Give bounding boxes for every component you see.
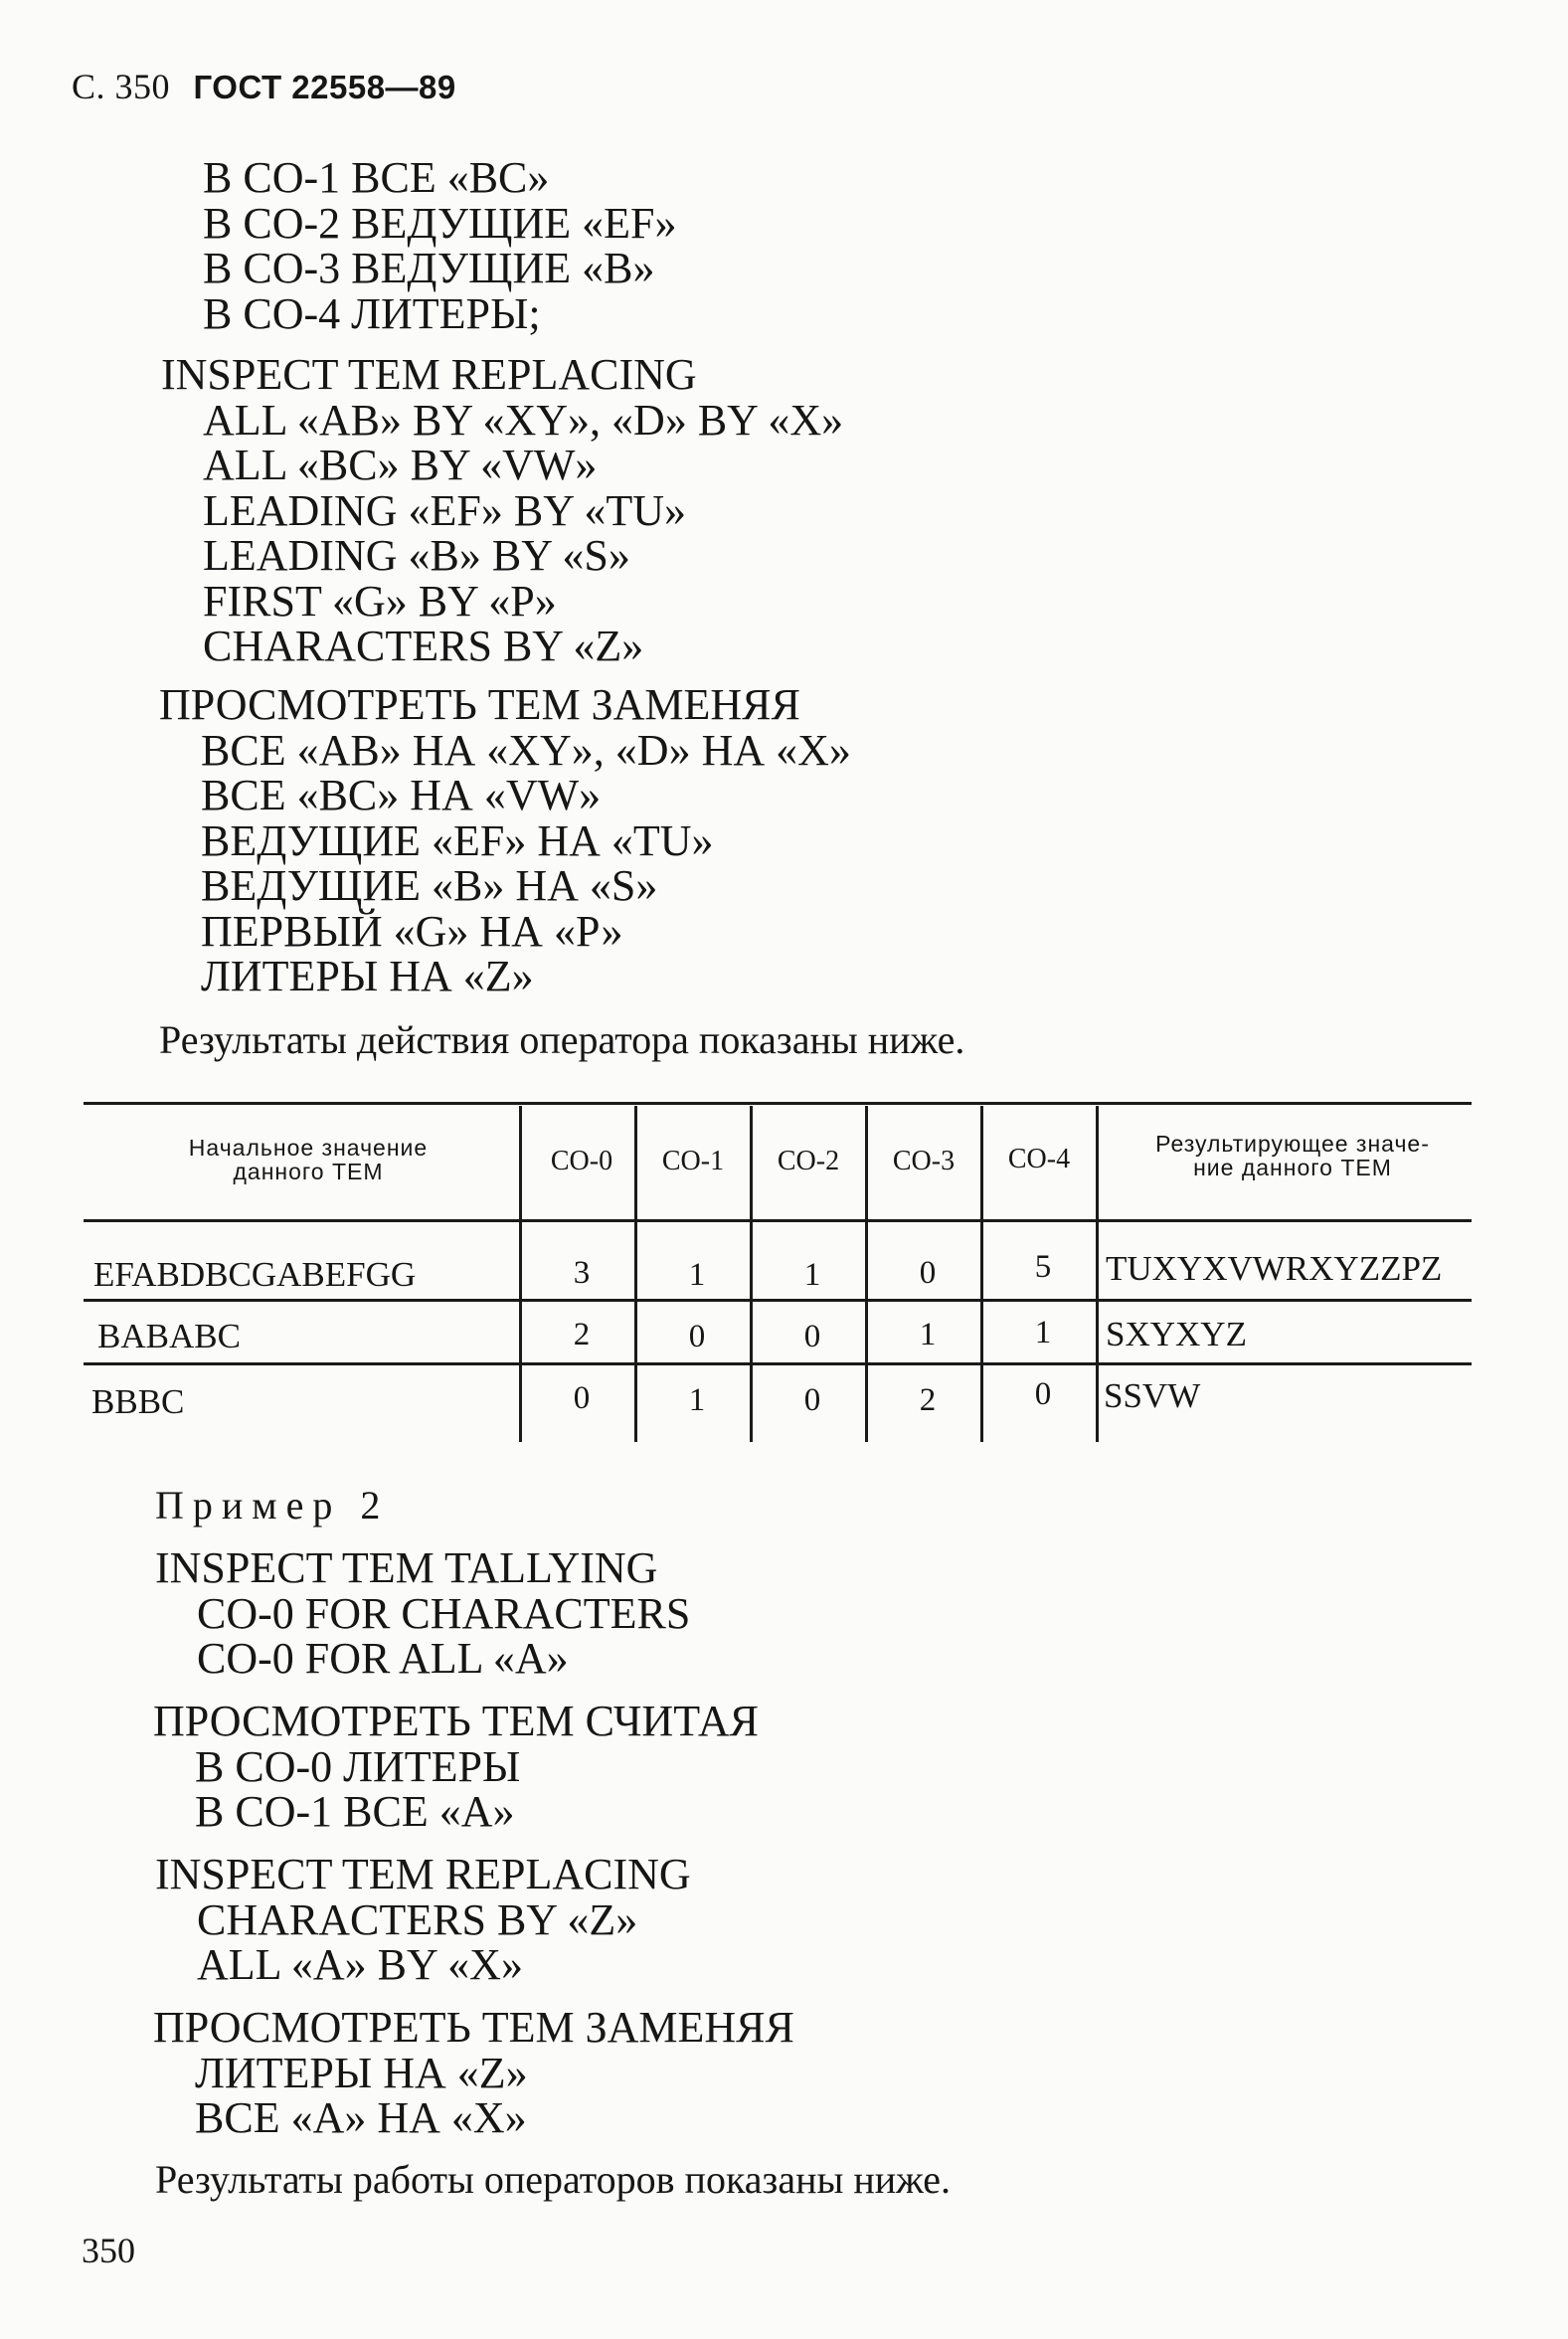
code-block-1 [203, 155, 676, 336]
row3-co-4: 0 [1034, 1376, 1052, 1412]
table-col-rule [980, 1106, 983, 1442]
table-col-rule [519, 1106, 522, 1442]
row2-co-4: 1 [1034, 1315, 1052, 1350]
table-col-rule [865, 1106, 868, 1442]
code-line: ВСЕ «АВ» НА «XY», «D» НА «X» [201, 725, 851, 775]
example-2-heading: Пример 2 [155, 1483, 390, 1528]
table-col-rule [750, 1106, 753, 1442]
code-head: ПРОСМОТРЕТЬ ТЕМ ЗАМЕНЯЯ [153, 2003, 794, 2052]
code-line: CO-0 FOR ALL «A» [197, 1634, 569, 1683]
code-line: В СО-4 ЛИТЕРЫ; [203, 288, 541, 338]
row3-initial: BBBC [91, 1382, 185, 1421]
header-result-line1: Результирующее значе- [1155, 1131, 1430, 1157]
header-page: 350 [114, 67, 171, 106]
code-line: CHARACTERS BY «Z» [203, 622, 644, 670]
header-prefix: С. [72, 67, 106, 106]
results-text-1: Результаты действия оператора показаны ниже. [159, 1017, 965, 1062]
header-result-line2: ние данного ТЕМ [1193, 1155, 1392, 1180]
row1-initial: EFABDBCGABEFGG [93, 1255, 417, 1294]
header-co-1: СО-1 [661, 1146, 725, 1176]
code-line: В СО-1 ВСЕ «ВС» [203, 153, 550, 202]
row2-result: SXYXYZ [1106, 1315, 1247, 1353]
code-line: ALL «A» BY «X» [197, 1940, 523, 1989]
header-standard: ГОСТ 22558—89 [193, 69, 456, 105]
code-line: В СО-1 ВСЕ «А» [195, 1787, 515, 1836]
table-row-rule [84, 1362, 1472, 1365]
code-line: CO-0 FOR CHARACTERS [197, 1588, 691, 1638]
code-line: ВСЕ «ВС» НА «VW» [201, 771, 602, 819]
code-line: LEADING «B» BY «S» [203, 531, 630, 580]
code-line: ВЕДУЩИЕ «В» НА «S» [201, 861, 658, 910]
results-text-2: Результаты работы операторов показаны ниже. [155, 2157, 952, 2202]
row1-co-1: 1 [688, 1257, 706, 1293]
row3-co-1: 1 [688, 1382, 706, 1418]
table-row-rule [84, 1299, 1472, 1302]
code-head: INSPECT TEM REPLACING [161, 350, 697, 399]
table-top-rule [84, 1102, 1472, 1105]
row3-co-0: 0 [573, 1380, 591, 1416]
code-block-6 [155, 1852, 691, 1988]
row1-co-0: 3 [573, 1255, 591, 1291]
row3-result: SSVW [1104, 1376, 1201, 1415]
code-block-2 [161, 352, 843, 669]
header-result-value [1104, 1132, 1481, 1179]
row2-initial: BABABC [97, 1317, 241, 1355]
code-line: В СО-0 ЛИТЕРЫ [195, 1741, 521, 1791]
code-line: CHARACTERS BY «Z» [197, 1894, 638, 1944]
code-head: ПРОСМОТРЕТЬ ТЕМ ЗАМЕНЯЯ [159, 680, 800, 729]
table-col-rule [1096, 1106, 1099, 1442]
row2-co-0: 2 [573, 1317, 591, 1352]
row2-co-1: 0 [688, 1319, 706, 1354]
code-line: В СО-2 ВЕДУЩИЕ «EF» [203, 198, 677, 248]
code-line: LEADING «EF» BY «TU» [203, 485, 686, 535]
row1-co-4: 5 [1034, 1249, 1052, 1285]
header-co-4: СО-4 [1007, 1144, 1071, 1174]
code-head: INSPECT TEM REPLACING [155, 1850, 691, 1898]
code-line: ВЕДУЩИЕ «EF» НА «TU» [201, 815, 714, 865]
code-head: ПРОСМОТРЕТЬ ТЕМ СЧИТАЯ [153, 1697, 760, 1745]
header-initial-line2: данного ТЕМ [233, 1159, 384, 1184]
code-line: ALL «BC» BY «VW» [203, 441, 598, 489]
row3-co-3: 2 [919, 1382, 937, 1418]
code-line: ЛИТЕРЫ НА «Z» [201, 952, 534, 1000]
footer-page-number: 350 [82, 2231, 135, 2270]
header-initial-value [119, 1136, 497, 1183]
table-col-rule [634, 1106, 637, 1442]
header-co-0: СО-0 [550, 1146, 613, 1176]
row1-co-2: 1 [803, 1257, 821, 1293]
code-line: В СО-3 ВЕДУЩИЕ «В» [203, 244, 655, 292]
header-initial-line1: Начальное значение [188, 1135, 429, 1161]
code-line: ЛИТЕРЫ НА «Z» [195, 2048, 528, 2097]
code-block-7 [153, 2005, 794, 2141]
code-line: FIRST «G» BY «P» [203, 576, 557, 626]
code-line: ALL «AB» BY «XY», «D» BY «X» [203, 395, 844, 445]
row1-result: TUXYXVWRXYZZPZ [1106, 1249, 1443, 1288]
row2-co-3: 1 [919, 1317, 937, 1352]
row1-co-3: 0 [919, 1255, 937, 1291]
code-head: INSPECT TEM TALLYING [155, 1543, 658, 1592]
header-co-2: СО-2 [777, 1146, 840, 1176]
code-line: ПЕРВЫЙ «G» НА «Р» [201, 906, 623, 956]
table-header-rule [84, 1219, 1472, 1222]
row3-co-2: 0 [803, 1382, 821, 1418]
header-co-3: СО-3 [892, 1146, 956, 1176]
page-header [72, 66, 456, 107]
code-block-5 [153, 1699, 759, 1835]
code-block-3 [159, 682, 851, 999]
row2-co-2: 0 [803, 1319, 821, 1354]
code-line: ВСЕ «А» НА «Х» [195, 2093, 527, 2142]
code-block-4 [155, 1545, 690, 1682]
